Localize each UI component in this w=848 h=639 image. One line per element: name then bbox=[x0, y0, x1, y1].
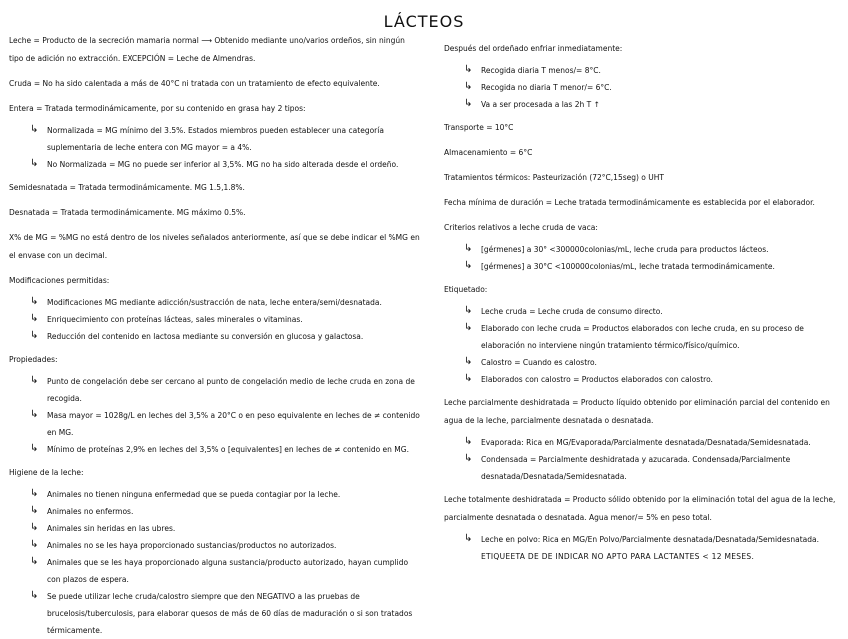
list-item-text: No Normalizada = MG no puede ser inferior al 3,5%. MG no ha sido alterada desde el ordeño. bbox=[47, 160, 399, 169]
right-column bbox=[444, 40, 840, 565]
list-item bbox=[444, 62, 840, 79]
list-item bbox=[9, 122, 421, 156]
list-item bbox=[444, 354, 840, 371]
hook-arrow-icon: ↳ bbox=[30, 158, 39, 169]
list-item-text: Animales que se les haya proporcionado alguna sustancia/producto autorizado, hayan cumplido con plazos de espera. bbox=[47, 558, 409, 584]
fecha-duracion: Fecha mínima de duración = Leche tratada termodinámicamente es establecida por el elaborador. bbox=[444, 198, 815, 207]
list-item bbox=[444, 371, 840, 388]
list-item bbox=[9, 294, 421, 311]
list-item bbox=[444, 434, 840, 451]
parcial-definition: Leche parcialmente deshidratada = Producto líquido obtenido por eliminación parcial del contenido en agua de la leche, parcialmente desnatada o desnatada. bbox=[444, 398, 830, 425]
list-item-text: Evaporada: Rica en MG/Evaporada/Parcialmente desnatada/Desnatada/Semidesnatada. bbox=[481, 438, 811, 447]
page-title: LÁCTEOS bbox=[383, 12, 465, 31]
hook-arrow-icon: ↳ bbox=[464, 533, 473, 544]
list-item bbox=[9, 328, 421, 345]
list-item bbox=[444, 79, 840, 96]
list-item-text: Va a ser procesada a las 2h T bbox=[481, 100, 592, 109]
hook-arrow-icon: ↳ bbox=[30, 124, 39, 135]
list-item-text: Se puede utilizar leche cruda/calostro siempre que den NEGATIVO a las pruebas de brucelosis/tuberculosis, para elaborar quesos de más de 60 días de maduración o si son tratados térmicamente. bbox=[47, 592, 413, 635]
list-item bbox=[9, 311, 421, 328]
hook-arrow-icon: ↳ bbox=[30, 296, 39, 307]
hook-arrow-icon: ↳ bbox=[30, 375, 39, 386]
list-item bbox=[444, 451, 840, 485]
list-item-text: Animales sin heridas en las ubres. bbox=[47, 524, 176, 533]
up-arrow-icon: ↑ bbox=[593, 100, 600, 109]
list-item-text: Animales no tienen ninguna enfermedad que se pueda contagiar por la leche. bbox=[47, 490, 341, 499]
list-item bbox=[444, 303, 840, 320]
right-arrow-icon: ⟶ bbox=[201, 36, 212, 45]
hook-arrow-icon: ↳ bbox=[30, 539, 39, 550]
list-item bbox=[9, 486, 421, 503]
transporte: Transporte = 10°C bbox=[444, 123, 514, 132]
cruda-definition: Cruda = No ha sido calentada a más de 40°C ni tratada con un tratamiento de efecto equivalente. bbox=[9, 79, 380, 88]
list-item-text: Calostro = Cuando es calostro. bbox=[481, 358, 597, 367]
hook-arrow-icon: ↳ bbox=[30, 313, 39, 324]
hook-arrow-icon: ↳ bbox=[464, 322, 473, 333]
list-item-text: Masa mayor = 1028g/L en leches del 3,5% a 20°C o en peso equivalente en leches de ≠ contenido en MG. bbox=[47, 411, 420, 437]
left-column bbox=[9, 32, 421, 639]
hook-arrow-icon: ↳ bbox=[464, 98, 473, 109]
list-item-text: Enriquecimiento con proteínas lácteas, sales minerales o vitaminas. bbox=[47, 315, 303, 324]
propiedades-heading: Propiedades: bbox=[9, 355, 58, 364]
hook-arrow-icon: ↳ bbox=[464, 453, 473, 464]
tratamientos-termicos: Tratamientos térmicos: Pasteurización (72°C,15seg) o UHT bbox=[444, 173, 664, 182]
list-item bbox=[9, 373, 421, 407]
list-item bbox=[444, 531, 840, 565]
criterios-heading: Criterios relativos a leche cruda de vaca: bbox=[444, 223, 598, 232]
list-item bbox=[9, 588, 421, 639]
list-item bbox=[9, 156, 421, 173]
list-item-text: [gérmenes] a 30° <300000colonias/mL, leche cruda para productos lácteos. bbox=[481, 245, 769, 254]
list-item-text: Elaborados con calostro = Productos elaborados con calostro. bbox=[481, 375, 713, 384]
hook-arrow-icon: ↳ bbox=[464, 260, 473, 271]
semidesnatada-definition: Semidesnatada = Tratada termodinámicamente. MG 1.5,1.8%. bbox=[9, 183, 245, 192]
list-item-text: Punto de congelación debe ser cercano al punto de congelación medio de leche cruda en zona de recogida. bbox=[47, 377, 415, 403]
hook-arrow-icon: ↳ bbox=[30, 488, 39, 499]
warning-text: ETIQUEETA DE DE INDICAR NO APTO PARA LACTANTES < 12 MESES. bbox=[481, 552, 755, 561]
list-item bbox=[9, 441, 421, 458]
despues-heading: Después del ordeñado enfriar inmediatamente: bbox=[444, 44, 623, 53]
almacenamiento: Almacenamiento = 6°C bbox=[444, 148, 533, 157]
hook-arrow-icon: ↳ bbox=[464, 356, 473, 367]
leche-definition-part1: Leche = Producto de la secreción mamaria normal bbox=[9, 36, 199, 45]
list-item-text: Animales no enfermos. bbox=[47, 507, 134, 516]
total-definition: Leche totalmente deshidratada = Producto sólido obtenido por la eliminación total del agua de la leche, parcialmente desnatada o desnatada. Agua menor/= 5% en peso total. bbox=[444, 495, 836, 522]
hook-arrow-icon: ↳ bbox=[464, 305, 473, 316]
hook-arrow-icon: ↳ bbox=[464, 64, 473, 75]
list-item-text: Leche cruda = Leche cruda de consumo directo. bbox=[481, 307, 663, 316]
entera-definition: Entera = Tratada termodinámicamente, por su contenido en grasa hay 2 tipos: bbox=[9, 104, 306, 113]
list-item-text: Modificaciones MG mediante adicción/sustracción de nata, leche entera/semi/desnatada. bbox=[47, 298, 382, 307]
list-item bbox=[9, 407, 421, 441]
leche-definition bbox=[9, 32, 421, 68]
hook-arrow-icon: ↳ bbox=[30, 505, 39, 516]
list-item-text: Mínimo de proteínas 2,9% en leches del 3,5% o [equivalentes] en leches de ≠ contenido en MG. bbox=[47, 445, 409, 454]
list-item bbox=[9, 503, 421, 520]
list-item bbox=[9, 554, 421, 588]
hook-arrow-icon: ↳ bbox=[30, 590, 39, 601]
hook-arrow-icon: ↳ bbox=[30, 409, 39, 420]
list-item bbox=[444, 258, 840, 275]
hook-arrow-icon: ↳ bbox=[30, 443, 39, 454]
hook-arrow-icon: ↳ bbox=[30, 330, 39, 341]
xmg-definition: X% de MG = %MG no está dentro de los niveles señalados anteriormente, así que se debe indicar el %MG en el envase con un decimal. bbox=[9, 233, 420, 260]
list-item bbox=[444, 96, 840, 113]
list-item-text: Leche en polvo: Rica en MG/En Polvo/Parcialmente desnatada/Desnatada/Semidesnatada. bbox=[481, 535, 819, 544]
hook-arrow-icon: ↳ bbox=[464, 373, 473, 384]
list-item bbox=[444, 320, 840, 354]
list-item-text: [gérmenes] a 30°C <100000colonias/mL, leche tratada termodinámicamente. bbox=[481, 262, 775, 271]
hook-arrow-icon: ↳ bbox=[464, 243, 473, 254]
list-item-text: Recogida diaria T menos/= 8°C. bbox=[481, 66, 601, 75]
list-item-text: Reducción del contenido en lactosa mediante su conversión en glucosa y galactosa. bbox=[47, 332, 364, 341]
list-item-text: Normalizada = MG mínimo del 3.5%. Estados miembros pueden establecer una categoría suplementaria de leche entera con MG mayor = a 4%. bbox=[47, 126, 384, 152]
list-item-text: Elaborado con leche cruda = Productos elaborados con leche cruda, en su proceso de elaboración no interviene ningún tratamiento térmico/físico/químico. bbox=[481, 324, 804, 350]
modificaciones-heading: Modificaciones permitidas: bbox=[9, 276, 110, 285]
list-item bbox=[9, 537, 421, 554]
list-item bbox=[9, 520, 421, 537]
list-item-text: Recogida no diaria T menor/= 6°C. bbox=[481, 83, 612, 92]
hook-arrow-icon: ↳ bbox=[30, 522, 39, 533]
higiene-heading: Higiene de la leche: bbox=[9, 468, 84, 477]
list-item-text: Condensada = Parcialmente deshidratada y azucarada. Condensada/Parcialmente desnatada/Desnatada/Semidesnatada. bbox=[481, 455, 791, 481]
list-item bbox=[444, 241, 840, 258]
hook-arrow-icon: ↳ bbox=[464, 436, 473, 447]
list-item-text: Animales no se les haya proporcionado sustancias/productos no autorizados. bbox=[47, 541, 337, 550]
hook-arrow-icon: ↳ bbox=[30, 556, 39, 567]
leche-definition-part2: Obtenido mediante uno/varios ordeños, sin ningún tipo de adición no extracción. EXCEPCIÓN = Leche de Almendras. bbox=[9, 36, 405, 63]
desnatada-definition: Desnatada = Tratada termodinámicamente. MG máximo 0.5%. bbox=[9, 208, 246, 217]
hook-arrow-icon: ↳ bbox=[464, 81, 473, 92]
etiquetado-heading: Etiquetado: bbox=[444, 285, 488, 294]
